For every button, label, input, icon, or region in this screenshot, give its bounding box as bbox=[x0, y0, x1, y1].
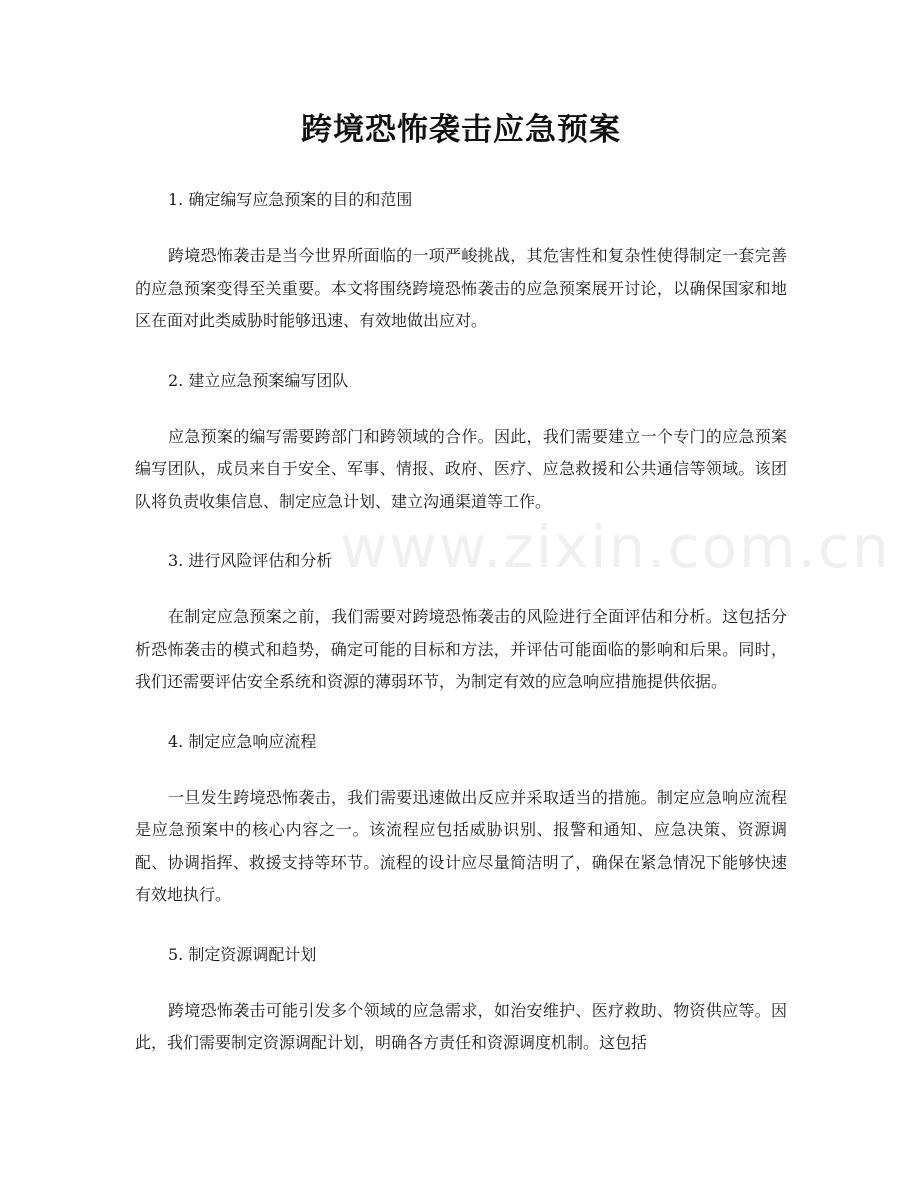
section-heading-5: 5. 制定资源调配计划 bbox=[168, 944, 317, 964]
section-heading-1: 1. 确定编写应急预案的目的和范围 bbox=[168, 190, 413, 209]
document-body bbox=[135, 183, 787, 1086]
section-paragraph-3: 在制定应急预案之前，我们需要对跨境恐怖袭击的风险进行全面评估和分析。这包括分析恐怖袭击的模式和趋势，确定可能的目标和方法，并评估可能面临的影响和后果。同时，我们还需要评估安全系统和资源的薄弱环节，为制定有效的应急响应措施提供依据。 bbox=[135, 607, 787, 691]
section-paragraph-2: 应急预案的编写需要跨部门和跨领域的合作。因此，我们需要建立一个专门的应急预案编写团队，成员来自于安全、军事、情报、政府、医疗、应急救援和公共通信等领域。该团队将负责收集信息、制定应急计划、建立沟通渠道等工作。 bbox=[135, 426, 787, 511]
document-title: 跨境恐怖袭击应急预案 bbox=[301, 112, 621, 148]
section-paragraph-4: 一旦发生跨境恐怖袭击，我们需要迅速做出反应并采取适当的措施。制定应急响应流程是应急预案中的核心内容之一。该流程应包括威胁识别、报警和通知、应急决策、资源调配、协调指挥、救援支持等环节。流程的设计应尽量简洁明了，确保在紧急情况下能够快速有效地执行。 bbox=[135, 787, 787, 904]
section-heading-2: 2. 建立应急预案编写团队 bbox=[168, 370, 349, 390]
section-heading-4: 4. 制定应急响应流程 bbox=[168, 731, 317, 751]
section-heading-3: 3. 进行风险评估和分析 bbox=[168, 551, 333, 570]
section-paragraph-5: 跨境恐怖袭击可能引发多个领域的应急需求，如治安维护、医疗救助、物资供应等。因此，我们需要制定资源调配计划，明确各方责任和资源调度机制。这包括 bbox=[135, 1000, 787, 1052]
section-paragraph-1: 跨境恐怖袭击是当今世界所面临的一项严峻挑战，其危害性和复杂性使得制定一套完善的应急预案变得至关重要。本文将围绕跨境恐怖袭击的应急预案展开讨论，以确保国家和地区在面对此类威胁时能够迅速、有效地做出应对。 bbox=[135, 246, 787, 330]
watermark: www.zixin.com.cn bbox=[340, 513, 891, 581]
